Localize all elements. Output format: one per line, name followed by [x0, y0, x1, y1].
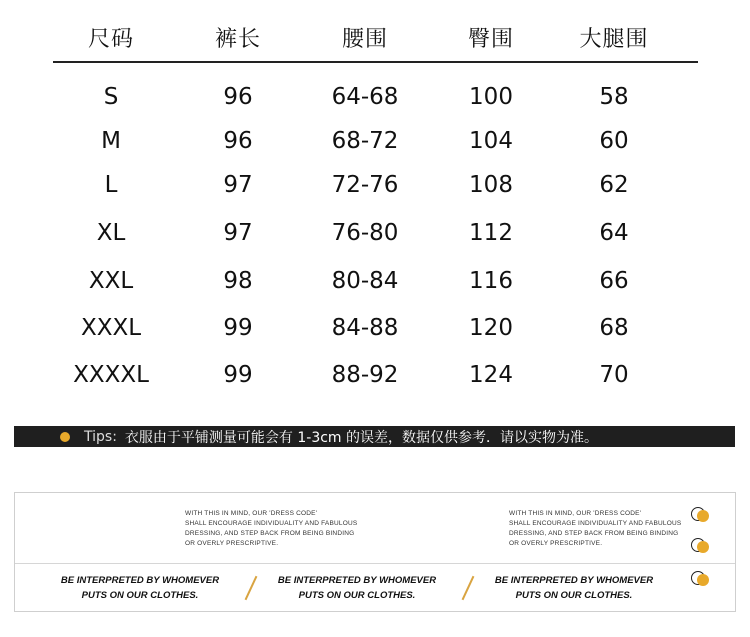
tips-label: Tips:	[84, 428, 117, 445]
tips-text: 衣服由于平铺测量可能会有 1-3cm 的误差，数据仅供参考．请以实物为准。	[124, 429, 599, 446]
slogan-line: PUTS ON OUR CLOTHES.	[515, 590, 633, 601]
cell-hip: 100	[469, 84, 513, 110]
header-thigh: 大腿围	[579, 27, 649, 52]
cell-length: 96	[223, 128, 253, 154]
coin-icon	[691, 507, 711, 523]
cell-size: XXXXL	[73, 362, 149, 388]
dress-code-line: SHALL ENCOURAGE INDIVIDUALITY AND FABULOUS	[185, 520, 358, 527]
cell-thigh: 66	[599, 268, 629, 294]
slogan-3	[484, 573, 664, 603]
tips-bullet-icon	[60, 432, 70, 442]
slogan-line: BE INTERPRETED BY WHOMEVER	[277, 575, 437, 586]
cell-waist: 80-84	[331, 268, 399, 294]
dress-code-text-right	[509, 509, 709, 549]
dress-code-text-left	[185, 509, 385, 549]
cell-waist: 88-92	[331, 362, 399, 388]
dress-code-line: DRESSING, AND STEP BACK FROM BEING BINDING	[185, 530, 355, 537]
slogan-line: BE INTERPRETED BY WHOMEVER	[60, 575, 220, 586]
banner-divider	[15, 563, 735, 564]
dress-code-line: SHALL ENCOURAGE INDIVIDUALITY AND FABULOUS	[509, 520, 682, 527]
cell-size: XXL	[88, 268, 134, 294]
cell-waist: 64-68	[331, 84, 399, 110]
cell-hip: 116	[469, 268, 513, 294]
cell-size: S	[103, 84, 119, 110]
coin-icon	[691, 571, 711, 587]
slogan-line: PUTS ON OUR CLOTHES.	[298, 590, 416, 601]
cell-waist: 68-72	[331, 128, 399, 154]
cell-size: L	[104, 172, 118, 198]
dress-code-line: DRESSING, AND STEP BACK FROM BEING BINDING	[509, 530, 679, 537]
cell-thigh: 70	[599, 362, 629, 388]
cell-length: 96	[223, 84, 253, 110]
slogan-2	[267, 573, 447, 603]
slogan-1	[50, 573, 230, 603]
cell-hip: 112	[469, 220, 513, 246]
cell-length: 98	[223, 268, 253, 294]
cell-thigh: 62	[599, 172, 629, 198]
cell-size: M	[101, 128, 121, 154]
header-waist: 腰围	[341, 27, 389, 52]
cell-thigh: 58	[599, 84, 629, 110]
header-hip: 臀围	[467, 27, 515, 52]
cell-waist: 84-88	[331, 315, 399, 341]
cell-waist: 72-76	[331, 172, 399, 198]
slogan-line: BE INTERPRETED BY WHOMEVER	[494, 575, 654, 586]
cell-hip: 104	[469, 128, 513, 154]
header-size: 尺码	[87, 27, 135, 52]
cell-length: 97	[223, 220, 253, 246]
cell-thigh: 68	[599, 315, 629, 341]
cell-size: XXXL	[80, 315, 142, 341]
dress-code-line: WITH THIS IN MIND, OUR 'DRESS CODE'	[185, 510, 318, 517]
cell-thigh: 60	[599, 128, 629, 154]
slogan-line: PUTS ON OUR CLOTHES.	[81, 590, 199, 601]
header-length: 裤长	[214, 27, 262, 52]
coin-icon	[691, 538, 711, 554]
cell-thigh: 64	[599, 220, 629, 246]
cell-length: 97	[223, 172, 253, 198]
tips-bar	[14, 426, 735, 447]
brand-banner	[14, 492, 736, 612]
dress-code-line: OR OVERLY PRESCRIPTIVE.	[509, 540, 603, 547]
cell-length: 99	[223, 362, 253, 388]
cell-length: 99	[223, 315, 253, 341]
cell-size: XL	[96, 220, 126, 246]
cell-hip: 108	[469, 172, 513, 198]
cell-waist: 76-80	[331, 220, 399, 246]
dress-code-line: WITH THIS IN MIND, OUR 'DRESS CODE'	[509, 510, 642, 517]
dress-code-line: OR OVERLY PRESCRIPTIVE.	[185, 540, 279, 547]
header-divider	[53, 61, 698, 63]
slash-divider	[462, 576, 475, 600]
cell-hip: 124	[469, 362, 513, 388]
cell-hip: 120	[469, 315, 513, 341]
slash-divider	[245, 576, 258, 600]
